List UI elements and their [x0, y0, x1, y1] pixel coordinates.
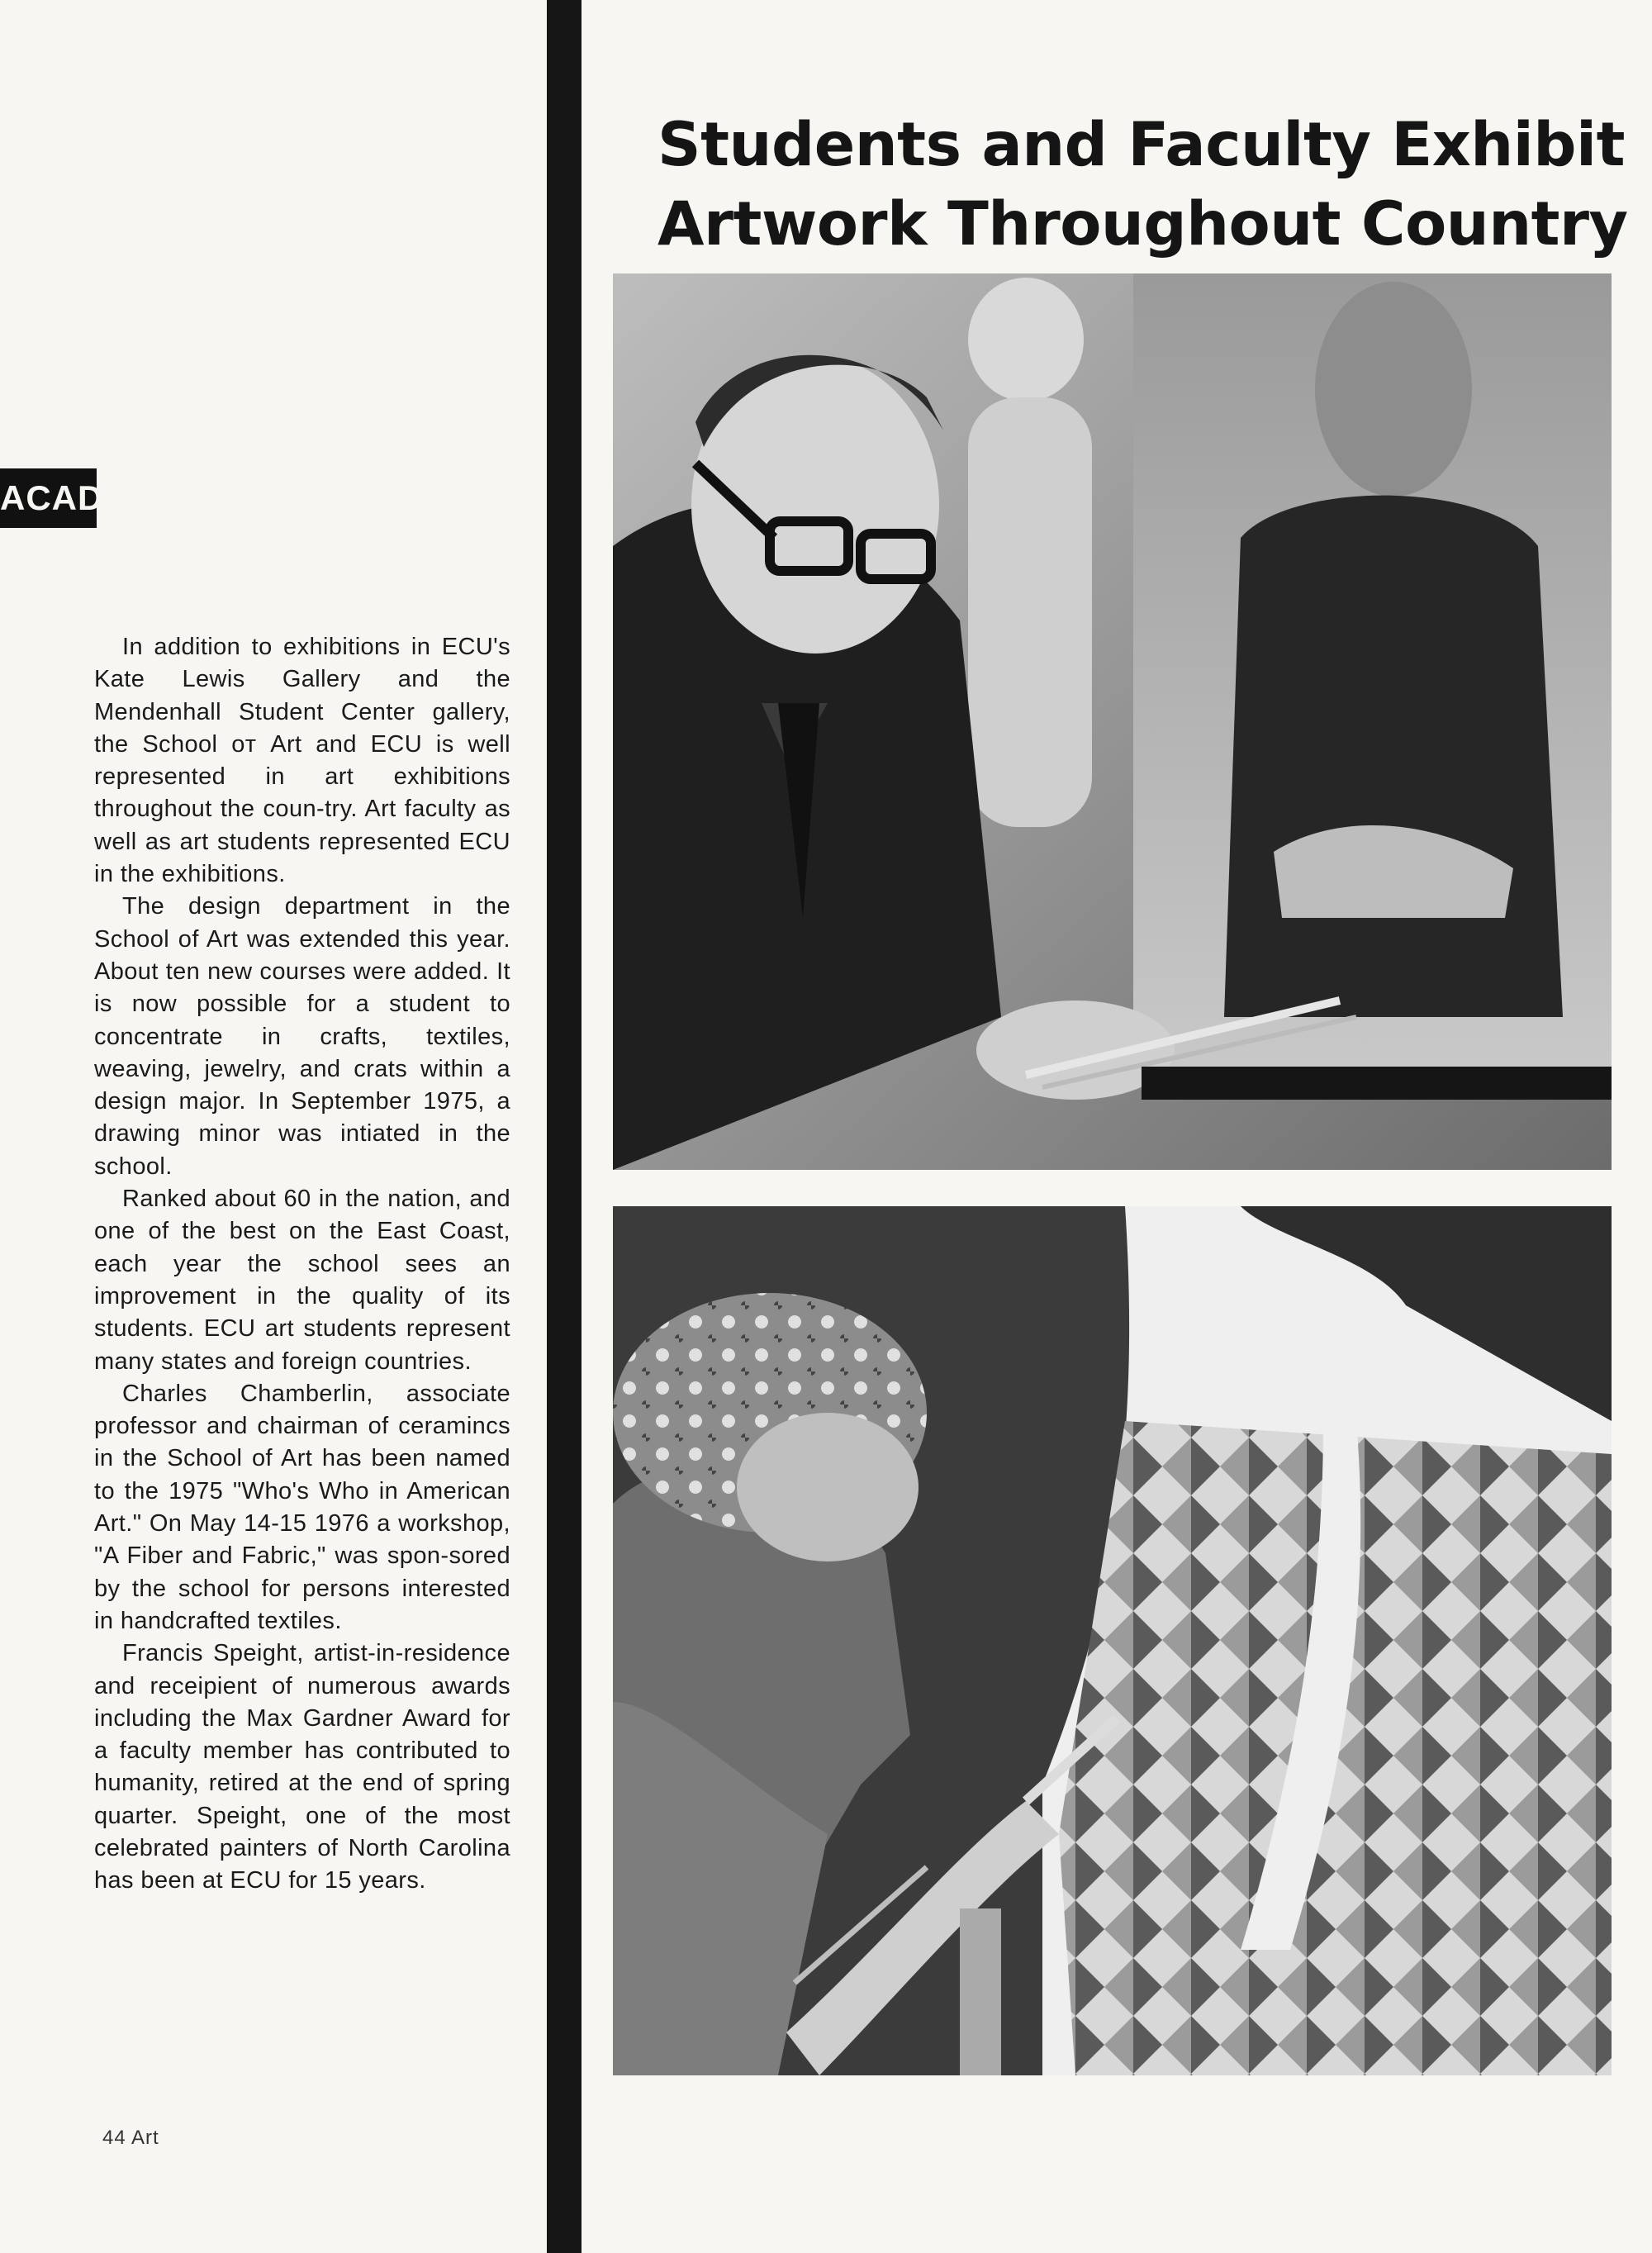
- photo-faculty-painter-image: [613, 273, 1612, 1170]
- page-headline: [657, 106, 1632, 264]
- section-tab-acad: ACAD.: [0, 468, 97, 528]
- article-paragraph: Charles Chamberlin, associate professor and chairman of ceramincs in the School of Art has been named to the 1975 "Who's Who in American Art." On May 14-15 1976 a workshop, "A Fiber and Fabric," was spon-sored by the school for persons interested in handcrafted textiles.: [94, 1380, 510, 1634]
- article-paragraph: Francis Speight, artist-in-residence and receipient of numerous awards including the Max Gardner Award for a faculty member has contributed to humanity, retired at the end of spring quarter. Speight, one of the most celebrated painters of North Carolina has been at ECU for 15 years.: [94, 1640, 510, 1894]
- photo-student-painter-image: [613, 1206, 1612, 2075]
- page-gutter-bar: [547, 0, 582, 2253]
- article-paragraph: Ranked about 60 in the nation, and one of the best on the East Coast, each year the school sees an improvement in the quality of its students. ECU art students represent many states and foreign countries.: [94, 1186, 510, 1375]
- page-folio: 44 Art: [102, 2127, 159, 2149]
- headline-line-2: Artwork Throughout Country: [657, 189, 1628, 259]
- photo-student-painter: [613, 1206, 1612, 2075]
- article-body: [94, 631, 510, 1898]
- article-paragraph: The design department in the School of Art was extended this year. About ten new courses were added. It is now possible for a student to concentrate in crafts, textiles, weaving, jewelry, and crats within a design major. In September 1975, a drawing minor was intiated in the school.: [94, 893, 510, 1180]
- headline-line-1: Students and Faculty Exhibit: [657, 110, 1625, 180]
- article-paragraph: In addition to exhibitions in ECU's Kate Lewis Gallery and the Mendenhall Student Center gallery, the School oт Art and ECU is well represented in art exhibitions throughout the coun-try. Art faculty as well as art students represented ECU in the exhibitions.: [94, 634, 510, 888]
- photo-faculty-painter: [613, 273, 1612, 1170]
